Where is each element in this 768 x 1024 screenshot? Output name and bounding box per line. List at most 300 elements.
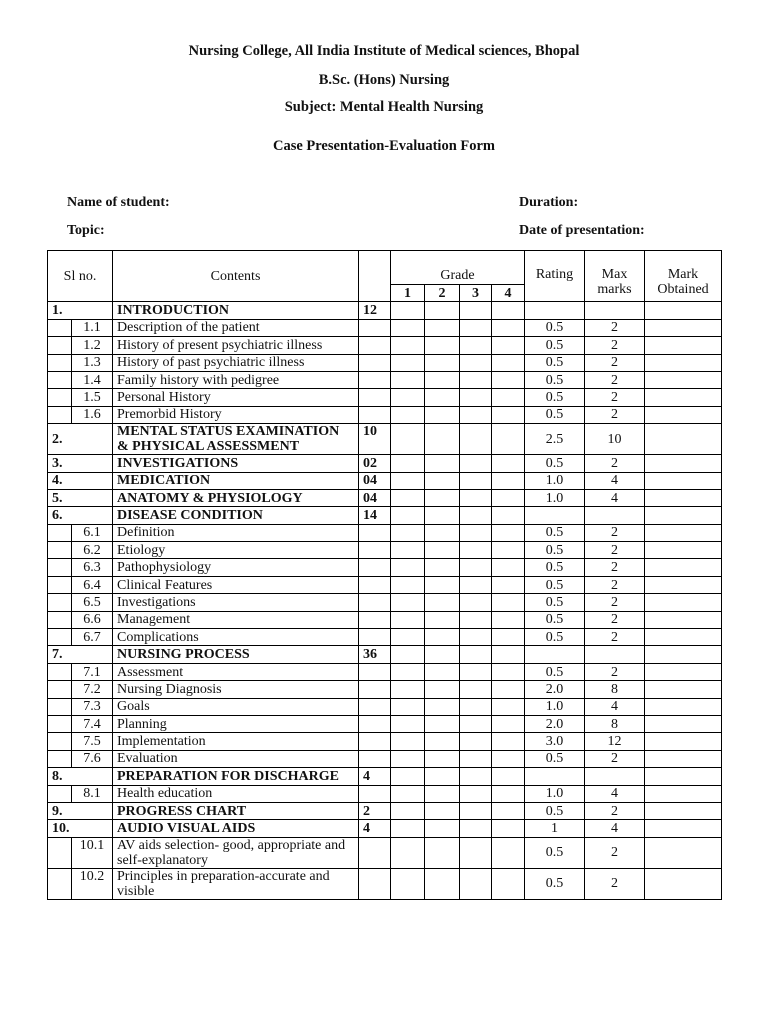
grade-cell-1[interactable] bbox=[391, 820, 425, 837]
grade-cell-4[interactable] bbox=[492, 319, 525, 336]
grade-cell-4[interactable] bbox=[492, 820, 525, 837]
grade-cell-2[interactable] bbox=[425, 646, 460, 663]
row-total-marks bbox=[359, 406, 391, 423]
grade-cell-2[interactable] bbox=[425, 319, 460, 336]
grade-cell-2[interactable] bbox=[425, 698, 460, 715]
row-number: 3. bbox=[48, 455, 113, 472]
row-mark-obtained[interactable] bbox=[645, 594, 722, 611]
row-indent-cell bbox=[48, 681, 72, 698]
grade-cell-3[interactable] bbox=[460, 820, 492, 837]
row-max-marks bbox=[585, 646, 645, 663]
grade-cell-2[interactable] bbox=[425, 524, 460, 541]
grade-cell-3[interactable] bbox=[460, 802, 492, 819]
grade-cell-3[interactable] bbox=[460, 868, 492, 899]
grade-cell-1[interactable] bbox=[391, 785, 425, 802]
row-total-marks bbox=[359, 733, 391, 750]
grade-cell-2[interactable] bbox=[425, 785, 460, 802]
grade-cell-4[interactable] bbox=[492, 472, 525, 489]
row-mark-obtained[interactable] bbox=[645, 319, 722, 336]
grade-cell-4[interactable] bbox=[492, 868, 525, 899]
row-indent-cell bbox=[48, 389, 72, 406]
sl-no-header: Sl no. bbox=[48, 251, 113, 302]
row-number: 6.2 bbox=[72, 542, 113, 559]
row-number: 6. bbox=[48, 507, 113, 524]
grade-cell-2[interactable] bbox=[425, 768, 460, 785]
row-total-marks bbox=[359, 629, 391, 646]
grade-cell-2[interactable] bbox=[425, 455, 460, 472]
grade-cell-4[interactable] bbox=[492, 337, 525, 354]
contents-header: Contents bbox=[113, 251, 359, 302]
grade-cell-3[interactable] bbox=[460, 681, 492, 698]
row-rating: 0.5 bbox=[525, 371, 585, 388]
grade-cell-1[interactable] bbox=[391, 319, 425, 336]
grade-cell-1[interactable] bbox=[391, 424, 425, 455]
row-indent-cell bbox=[48, 354, 72, 371]
topic-label: Topic: bbox=[67, 223, 105, 238]
grade-cell-1[interactable] bbox=[391, 354, 425, 371]
row-indent-cell bbox=[48, 663, 72, 680]
row-max-marks bbox=[585, 302, 645, 319]
row-rating: 0.5 bbox=[525, 559, 585, 576]
grade-cell-3[interactable] bbox=[460, 507, 492, 524]
grade-cell-4[interactable] bbox=[492, 750, 525, 767]
grade-col-4: 4 bbox=[492, 285, 525, 302]
row-rating: 0.5 bbox=[525, 611, 585, 628]
row-mark-obtained[interactable] bbox=[645, 733, 722, 750]
grade-cell-2[interactable] bbox=[425, 576, 460, 593]
grade-cell-3[interactable] bbox=[460, 768, 492, 785]
row-mark-obtained[interactable] bbox=[645, 663, 722, 680]
row-number: 6.5 bbox=[72, 594, 113, 611]
row-contents: Investigations bbox=[113, 594, 359, 611]
row-indent-cell bbox=[48, 542, 72, 559]
section-row bbox=[48, 646, 722, 663]
grade-cell-1[interactable] bbox=[391, 371, 425, 388]
row-total-marks bbox=[359, 576, 391, 593]
row-total-marks bbox=[359, 663, 391, 680]
item-row bbox=[48, 371, 722, 388]
row-total-marks bbox=[359, 785, 391, 802]
grade-cell-4[interactable] bbox=[492, 646, 525, 663]
row-rating: 0.5 bbox=[525, 594, 585, 611]
grade-cell-2[interactable] bbox=[425, 681, 460, 698]
row-mark-obtained[interactable] bbox=[645, 715, 722, 732]
grade-cell-4[interactable] bbox=[492, 715, 525, 732]
row-mark-obtained[interactable] bbox=[645, 802, 722, 819]
grade-cell-1[interactable] bbox=[391, 715, 425, 732]
max-marks-header bbox=[585, 251, 645, 302]
grade-cell-1[interactable] bbox=[391, 868, 425, 899]
row-mark-obtained[interactable] bbox=[645, 406, 722, 423]
row-contents: INVESTIGATIONS bbox=[113, 455, 359, 472]
grade-cell-4[interactable] bbox=[492, 371, 525, 388]
grade-cell-4[interactable] bbox=[492, 629, 525, 646]
item-row bbox=[48, 698, 722, 715]
grade-cell-1[interactable] bbox=[391, 837, 425, 868]
section-row bbox=[48, 455, 722, 472]
row-mark-obtained[interactable] bbox=[645, 868, 722, 899]
grade-cell-2[interactable] bbox=[425, 837, 460, 868]
grade-cell-4[interactable] bbox=[492, 663, 525, 680]
row-number: 6.7 bbox=[72, 629, 113, 646]
row-indent-cell bbox=[48, 868, 72, 899]
row-number: 6.1 bbox=[72, 524, 113, 541]
item-row bbox=[48, 868, 722, 899]
row-mark-obtained[interactable] bbox=[645, 354, 722, 371]
grade-cell-1[interactable] bbox=[391, 681, 425, 698]
grade-cell-2[interactable] bbox=[425, 802, 460, 819]
row-rating: 3.0 bbox=[525, 733, 585, 750]
row-mark-obtained[interactable] bbox=[645, 489, 722, 506]
item-row bbox=[48, 354, 722, 371]
grade-cell-1[interactable] bbox=[391, 489, 425, 506]
grade-cell-3[interactable] bbox=[460, 629, 492, 646]
row-contents: Assessment bbox=[113, 663, 359, 680]
grade-cell-3[interactable] bbox=[460, 837, 492, 868]
grade-cell-4[interactable] bbox=[492, 837, 525, 868]
grade-cell-1[interactable] bbox=[391, 629, 425, 646]
grade-cell-3[interactable] bbox=[460, 354, 492, 371]
row-contents: MEDICATION bbox=[113, 472, 359, 489]
grade-cell-3[interactable] bbox=[460, 389, 492, 406]
grade-cell-3[interactable] bbox=[460, 371, 492, 388]
row-contents: PREPARATION FOR DISCHARGE bbox=[113, 768, 359, 785]
grade-cell-4[interactable] bbox=[492, 424, 525, 455]
row-max-marks: 2 bbox=[585, 542, 645, 559]
row-max-marks: 2 bbox=[585, 594, 645, 611]
row-number: 7.6 bbox=[72, 750, 113, 767]
grade-cell-2[interactable] bbox=[425, 337, 460, 354]
row-indent-cell bbox=[48, 750, 72, 767]
row-total-marks bbox=[359, 319, 391, 336]
total-marks-header bbox=[359, 251, 391, 302]
row-mark-obtained[interactable] bbox=[645, 646, 722, 663]
grade-cell-2[interactable] bbox=[425, 868, 460, 899]
row-mark-obtained[interactable] bbox=[645, 472, 722, 489]
row-rating: 0.5 bbox=[525, 542, 585, 559]
row-max-marks bbox=[585, 768, 645, 785]
grade-cell-2[interactable] bbox=[425, 715, 460, 732]
grade-cell-3[interactable] bbox=[460, 750, 492, 767]
grade-cell-4[interactable] bbox=[492, 542, 525, 559]
grade-cell-4[interactable] bbox=[492, 489, 525, 506]
grade-cell-4[interactable] bbox=[492, 785, 525, 802]
row-total-marks bbox=[359, 611, 391, 628]
row-max-marks: 2 bbox=[585, 455, 645, 472]
row-number: 7.2 bbox=[72, 681, 113, 698]
row-rating: 0.5 bbox=[525, 837, 585, 868]
grade-cell-4[interactable] bbox=[492, 576, 525, 593]
grade-cell-3[interactable] bbox=[460, 646, 492, 663]
row-total-marks bbox=[359, 868, 391, 899]
row-max-marks: 2 bbox=[585, 802, 645, 819]
grade-cell-3[interactable] bbox=[460, 785, 492, 802]
row-contents: Nursing Diagnosis bbox=[113, 681, 359, 698]
grade-cell-2[interactable] bbox=[425, 594, 460, 611]
row-number: 6.4 bbox=[72, 576, 113, 593]
row-rating: 0.5 bbox=[525, 576, 585, 593]
row-total-marks: 2 bbox=[359, 802, 391, 819]
row-mark-obtained[interactable] bbox=[645, 681, 722, 698]
row-contents: Clinical Features bbox=[113, 576, 359, 593]
grade-cell-3[interactable] bbox=[460, 663, 492, 680]
row-mark-obtained[interactable] bbox=[645, 559, 722, 576]
mark-obtained-header bbox=[645, 251, 722, 302]
table-header bbox=[48, 251, 722, 302]
grade-cell-2[interactable] bbox=[425, 750, 460, 767]
row-contents: Pathophysiology bbox=[113, 559, 359, 576]
row-rating bbox=[525, 646, 585, 663]
grade-cell-1[interactable] bbox=[391, 576, 425, 593]
row-number: 2. bbox=[48, 424, 113, 455]
row-number: 7.4 bbox=[72, 715, 113, 732]
row-mark-obtained[interactable] bbox=[645, 507, 722, 524]
grade-cell-2[interactable] bbox=[425, 489, 460, 506]
row-number: 4. bbox=[48, 472, 113, 489]
grade-cell-1[interactable] bbox=[391, 611, 425, 628]
row-rating: 1.0 bbox=[525, 785, 585, 802]
item-row bbox=[48, 594, 722, 611]
row-indent-cell bbox=[48, 715, 72, 732]
row-max-marks: 4 bbox=[585, 820, 645, 837]
grade-cell-3[interactable] bbox=[460, 611, 492, 628]
grade-cell-4[interactable] bbox=[492, 507, 525, 524]
row-contents: Management bbox=[113, 611, 359, 628]
grade-cell-4[interactable] bbox=[492, 681, 525, 698]
row-mark-obtained[interactable] bbox=[645, 424, 722, 455]
row-number: 7. bbox=[48, 646, 113, 663]
grade-cell-2[interactable] bbox=[425, 302, 460, 319]
row-total-marks bbox=[359, 837, 391, 868]
row-number: 7.5 bbox=[72, 733, 113, 750]
grade-cell-3[interactable] bbox=[460, 594, 492, 611]
row-total-marks bbox=[359, 715, 391, 732]
row-rating: 1.0 bbox=[525, 489, 585, 506]
row-contents: Health education bbox=[113, 785, 359, 802]
grade-cell-1[interactable] bbox=[391, 455, 425, 472]
row-rating: 0.5 bbox=[525, 663, 585, 680]
grade-cell-1[interactable] bbox=[391, 646, 425, 663]
row-indent-cell bbox=[48, 524, 72, 541]
grade-cell-4[interactable] bbox=[492, 698, 525, 715]
row-mark-obtained[interactable] bbox=[645, 542, 722, 559]
row-indent-cell bbox=[48, 337, 72, 354]
item-row bbox=[48, 576, 722, 593]
row-number: 1.2 bbox=[72, 337, 113, 354]
row-contents: Evaluation bbox=[113, 750, 359, 767]
institution-title: Nursing College, All India Institute of Medical sciences, Bhopal bbox=[188, 43, 580, 59]
grade-cell-3[interactable] bbox=[460, 489, 492, 506]
row-max-marks: 2 bbox=[585, 750, 645, 767]
row-max-marks: 2 bbox=[585, 629, 645, 646]
grade-cell-2[interactable] bbox=[425, 820, 460, 837]
section-row bbox=[48, 472, 722, 489]
grade-cell-1[interactable] bbox=[391, 337, 425, 354]
grade-cell-4[interactable] bbox=[492, 524, 525, 541]
item-row bbox=[48, 733, 722, 750]
grade-cell-3[interactable] bbox=[460, 424, 492, 455]
row-max-marks bbox=[585, 507, 645, 524]
grade-cell-2[interactable] bbox=[425, 389, 460, 406]
row-total-marks: 12 bbox=[359, 302, 391, 319]
row-mark-obtained[interactable] bbox=[645, 629, 722, 646]
item-row bbox=[48, 337, 722, 354]
max-marks-header-line2: marks bbox=[597, 282, 632, 297]
row-mark-obtained[interactable] bbox=[645, 389, 722, 406]
grade-cell-3[interactable] bbox=[460, 455, 492, 472]
grade-cell-1[interactable] bbox=[391, 594, 425, 611]
grade-cell-3[interactable] bbox=[460, 542, 492, 559]
grade-cell-3[interactable] bbox=[460, 524, 492, 541]
row-total-marks bbox=[359, 337, 391, 354]
grade-cell-4[interactable] bbox=[492, 768, 525, 785]
grade-cell-4[interactable] bbox=[492, 389, 525, 406]
grade-cell-4[interactable] bbox=[492, 455, 525, 472]
row-mark-obtained[interactable] bbox=[645, 837, 722, 868]
grade-cell-4[interactable] bbox=[492, 594, 525, 611]
grade-cell-3[interactable] bbox=[460, 576, 492, 593]
row-total-marks: 02 bbox=[359, 455, 391, 472]
grade-cell-2[interactable] bbox=[425, 629, 460, 646]
row-total-marks bbox=[359, 698, 391, 715]
row-mark-obtained[interactable] bbox=[645, 371, 722, 388]
row-max-marks: 4 bbox=[585, 472, 645, 489]
item-row bbox=[48, 542, 722, 559]
program-title: B.Sc. (Hons) Nursing bbox=[318, 72, 450, 88]
grade-cell-3[interactable] bbox=[460, 406, 492, 423]
grade-cell-3[interactable] bbox=[460, 302, 492, 319]
grade-cell-4[interactable] bbox=[492, 559, 525, 576]
row-max-marks: 8 bbox=[585, 715, 645, 732]
section-row bbox=[48, 489, 722, 506]
grade-cell-2[interactable] bbox=[425, 354, 460, 371]
item-row bbox=[48, 611, 722, 628]
grade-cell-3[interactable] bbox=[460, 337, 492, 354]
grade-cell-4[interactable] bbox=[492, 302, 525, 319]
row-contents: NURSING PROCESS bbox=[113, 646, 359, 663]
grade-cell-1[interactable] bbox=[391, 542, 425, 559]
row-max-marks: 4 bbox=[585, 489, 645, 506]
grade-cell-1[interactable] bbox=[391, 389, 425, 406]
grade-cell-4[interactable] bbox=[492, 354, 525, 371]
grade-cell-1[interactable] bbox=[391, 302, 425, 319]
row-rating: 1.0 bbox=[525, 472, 585, 489]
grade-cell-1[interactable] bbox=[391, 559, 425, 576]
row-mark-obtained[interactable] bbox=[645, 698, 722, 715]
row-rating: 0.5 bbox=[525, 868, 585, 899]
row-rating: 1.0 bbox=[525, 698, 585, 715]
row-number: 1.5 bbox=[72, 389, 113, 406]
row-number: 8.1 bbox=[72, 785, 113, 802]
section-row bbox=[48, 302, 722, 319]
row-indent-cell bbox=[48, 371, 72, 388]
grade-cell-1[interactable] bbox=[391, 406, 425, 423]
grade-cell-2[interactable] bbox=[425, 663, 460, 680]
grade-cell-1[interactable] bbox=[391, 472, 425, 489]
grade-cell-2[interactable] bbox=[425, 507, 460, 524]
grade-cell-2[interactable] bbox=[425, 611, 460, 628]
grade-cell-3[interactable] bbox=[460, 715, 492, 732]
grade-cell-1[interactable] bbox=[391, 524, 425, 541]
grade-cell-1[interactable] bbox=[391, 698, 425, 715]
row-indent-cell bbox=[48, 611, 72, 628]
grade-cell-1[interactable] bbox=[391, 733, 425, 750]
grade-cell-2[interactable] bbox=[425, 559, 460, 576]
row-max-marks: 2 bbox=[585, 663, 645, 680]
mark-obtained-header-line1: Mark bbox=[667, 267, 699, 282]
grade-cell-4[interactable] bbox=[492, 406, 525, 423]
section-row bbox=[48, 802, 722, 819]
row-total-marks: 04 bbox=[359, 489, 391, 506]
row-mark-obtained[interactable] bbox=[645, 455, 722, 472]
grade-cell-2[interactable] bbox=[425, 424, 460, 455]
grade-cell-4[interactable] bbox=[492, 733, 525, 750]
row-mark-obtained[interactable] bbox=[645, 302, 722, 319]
row-indent-cell bbox=[48, 576, 72, 593]
section-row bbox=[48, 507, 722, 524]
row-number: 6.3 bbox=[72, 559, 113, 576]
grade-cell-2[interactable] bbox=[425, 371, 460, 388]
item-row bbox=[48, 785, 722, 802]
row-mark-obtained[interactable] bbox=[645, 785, 722, 802]
grade-cell-2[interactable] bbox=[425, 733, 460, 750]
row-rating: 0.5 bbox=[525, 455, 585, 472]
row-rating: 0.5 bbox=[525, 802, 585, 819]
row-mark-obtained[interactable] bbox=[645, 820, 722, 837]
row-total-marks bbox=[359, 371, 391, 388]
row-max-marks: 2 bbox=[585, 371, 645, 388]
grade-cell-2[interactable] bbox=[425, 406, 460, 423]
grade-cell-1[interactable] bbox=[391, 802, 425, 819]
row-contents: ANATOMY & PHYSIOLOGY bbox=[113, 489, 359, 506]
grade-cell-1[interactable] bbox=[391, 750, 425, 767]
grade-cell-3[interactable] bbox=[460, 319, 492, 336]
grade-cell-4[interactable] bbox=[492, 611, 525, 628]
row-mark-obtained[interactable] bbox=[645, 576, 722, 593]
grade-cell-1[interactable] bbox=[391, 507, 425, 524]
name-of-student-label: Name of student: bbox=[67, 195, 170, 210]
row-rating: 2.0 bbox=[525, 681, 585, 698]
row-max-marks: 4 bbox=[585, 698, 645, 715]
grade-cell-3[interactable] bbox=[460, 698, 492, 715]
row-contents: INTRODUCTION bbox=[113, 302, 359, 319]
grade-cell-3[interactable] bbox=[460, 733, 492, 750]
grade-cell-3[interactable] bbox=[460, 559, 492, 576]
row-mark-obtained[interactable] bbox=[645, 337, 722, 354]
row-indent-cell bbox=[48, 319, 72, 336]
row-total-marks bbox=[359, 594, 391, 611]
row-max-marks: 2 bbox=[585, 559, 645, 576]
row-contents: Etiology bbox=[113, 542, 359, 559]
grade-cell-4[interactable] bbox=[492, 802, 525, 819]
row-total-marks bbox=[359, 524, 391, 541]
row-indent-cell bbox=[48, 785, 72, 802]
row-max-marks: 4 bbox=[585, 785, 645, 802]
row-contents: Complications bbox=[113, 629, 359, 646]
row-mark-obtained[interactable] bbox=[645, 750, 722, 767]
row-mark-obtained[interactable] bbox=[645, 768, 722, 785]
row-mark-obtained[interactable] bbox=[645, 524, 722, 541]
grade-cell-1[interactable] bbox=[391, 663, 425, 680]
row-total-marks: 36 bbox=[359, 646, 391, 663]
grade-cell-2[interactable] bbox=[425, 542, 460, 559]
rating-header: Rating bbox=[525, 251, 585, 302]
section-row bbox=[48, 768, 722, 785]
row-mark-obtained[interactable] bbox=[645, 611, 722, 628]
grade-cell-3[interactable] bbox=[460, 472, 492, 489]
grade-cell-1[interactable] bbox=[391, 768, 425, 785]
grade-cell-2[interactable] bbox=[425, 472, 460, 489]
